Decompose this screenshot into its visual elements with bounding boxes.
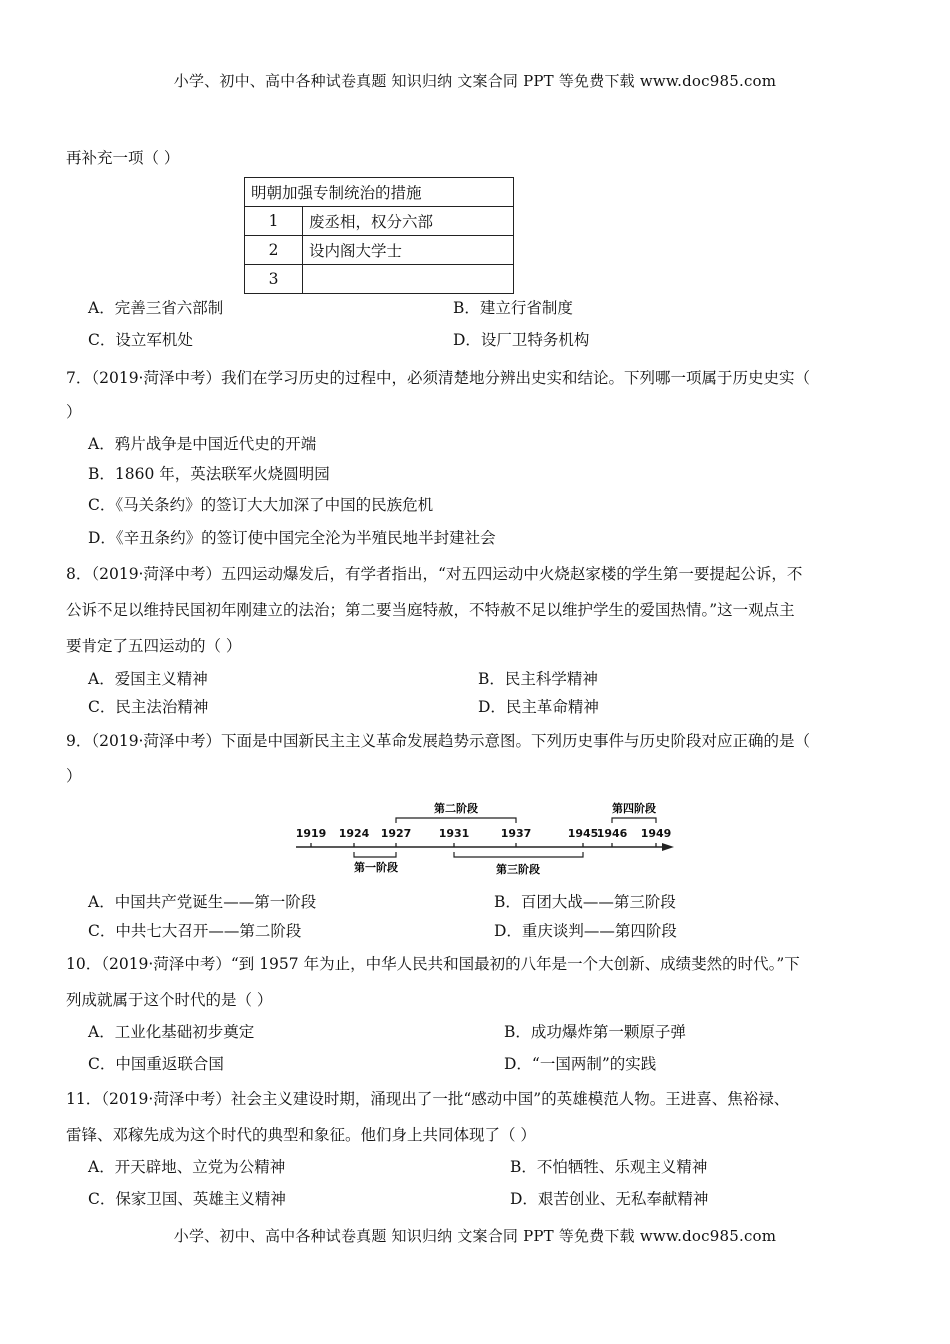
table-cell-num: 3 xyxy=(245,265,303,294)
q10-stem-line2: 列成就属于这个时代的是（ ） xyxy=(66,991,273,1009)
q7-option-a[interactable]: A．鸦片战争是中国近代史的开端 xyxy=(88,435,317,453)
stage3-label: 第三阶段 xyxy=(496,863,540,876)
year-label: 1945 xyxy=(567,827,599,840)
year-label: 1931 xyxy=(438,827,470,840)
stage1-bracket xyxy=(354,852,396,857)
table-cell-num: 1 xyxy=(245,207,303,236)
q11-stem-line2: 雷锋、邓稼先成为这个时代的典型和象征。他们身上共同体现了（ ） xyxy=(66,1126,536,1144)
q10-option-c[interactable]: C．中国重返联合国 xyxy=(88,1055,224,1073)
table-cell-num: 2 xyxy=(245,236,303,265)
table-cell-text: 废丞相，权分六部 xyxy=(303,207,514,236)
stage2-label: 第二阶段 xyxy=(434,802,478,815)
q10-option-d[interactable]: D．“一国两制”的实践 xyxy=(504,1055,657,1073)
stage2-bracket xyxy=(396,818,516,823)
q8-option-b[interactable]: B．民主科学精神 xyxy=(478,670,598,688)
page-header: 小学、初中、高中各种试卷真题 知识归纳 文案合同 PPT 等免费下载 www.doc985.com xyxy=(173,72,777,90)
timeline-arrow-icon xyxy=(662,843,674,851)
q10-option-b[interactable]: B．成功爆炸第一颗原子弹 xyxy=(504,1023,686,1041)
q6-option-d[interactable]: D．设厂卫特务机构 xyxy=(453,331,590,349)
q8-stem-line1: 8．（2019·菏泽中考）五四运动爆发后，有学者指出，“对五四运动中火烧赵家楼的学生第一要提起公诉，不 xyxy=(66,565,803,583)
table-row xyxy=(245,265,514,294)
q7-stem-line2: ） xyxy=(66,403,82,421)
q7-option-d[interactable]: D．《辛丑条约》的签订使中国完全沦为半殖民地半封建社会 xyxy=(88,529,496,547)
q8-option-a[interactable]: A．爱国主义精神 xyxy=(88,670,208,688)
stage4-bracket xyxy=(612,818,656,823)
stage4-label: 第四阶段 xyxy=(612,802,656,815)
table-cell-text xyxy=(303,265,514,294)
q11-option-c[interactable]: C．保家卫国、英雄主义精神 xyxy=(88,1190,286,1208)
table-cell-text: 设内阁大学士 xyxy=(303,236,514,265)
year-label: 1927 xyxy=(380,827,412,840)
q11-option-a[interactable]: A．开天辟地、立党为公精神 xyxy=(88,1158,286,1176)
stage1-label: 第一阶段 xyxy=(354,861,398,874)
q7-option-b[interactable]: B．1860 年，英法联军火烧圆明园 xyxy=(88,465,330,483)
stage3-bracket xyxy=(454,852,583,857)
q7-stem-line1: 7．（2019·菏泽中考）我们在学习历史的过程中，必须清楚地分辨出史实和结论。下列哪一项属于历史史实（ xyxy=(66,369,810,387)
q10-stem-line1: 10．（2019·菏泽中考）“到 1957 年为止，中华人民共和国最初的八年是一个大创新、成绩斐然的时代。”下 xyxy=(66,955,800,973)
year-label: 1946 xyxy=(596,827,628,840)
q6-stem: 再补充一项（ ） xyxy=(66,149,180,167)
q6-table-header: 明朝加强专制统治的措施 xyxy=(245,178,514,207)
year-label: 1949 xyxy=(640,827,672,840)
year-label: 1919 xyxy=(295,827,327,840)
q9-option-a[interactable]: A．中国共产党诞生——第一阶段 xyxy=(88,893,317,911)
q6-table xyxy=(244,177,514,294)
q6-option-b[interactable]: B．建立行省制度 xyxy=(453,299,573,317)
q8-option-d[interactable]: D．民主革命精神 xyxy=(478,698,599,716)
revolution-timeline-diagram xyxy=(294,800,679,882)
q9-option-c[interactable]: C．中共七大召开——第二阶段 xyxy=(88,922,302,940)
q11-option-b[interactable]: B．不怕牺牲、乐观主义精神 xyxy=(510,1158,708,1176)
q9-stem-line1: 9．（2019·菏泽中考）下面是中国新民主主义革命发展趋势示意图。下列历史事件与历史阶段对应正确的是（ xyxy=(66,732,810,750)
table-row xyxy=(245,207,514,236)
q9-stem-line2: ） xyxy=(66,767,82,785)
q11-stem-line1: 11．（2019·菏泽中考）社会主义建设时期，涌现出了一批“感动中国”的英雄模范人物。王进喜、焦裕禄、 xyxy=(66,1090,790,1108)
q8-option-c[interactable]: C．民主法治精神 xyxy=(88,698,209,716)
q6-option-c[interactable]: C．设立军机处 xyxy=(88,331,193,349)
year-label: 1937 xyxy=(500,827,532,840)
page-footer: 小学、初中、高中各种试卷真题 知识归纳 文案合同 PPT 等免费下载 www.doc985.com xyxy=(173,1227,777,1245)
q9-option-d[interactable]: D．重庆谈判——第四阶段 xyxy=(494,922,677,940)
q9-option-b[interactable]: B．百团大战——第三阶段 xyxy=(494,893,676,911)
q6-option-a[interactable]: A．完善三省六部制 xyxy=(88,299,224,317)
q8-stem-line2: 公诉不足以维持民国初年刚建立的法治；第二要当庭特赦，不特赦不足以维护学生的爱国热情。”这一观点主 xyxy=(66,601,795,619)
year-label: 1924 xyxy=(338,827,370,840)
q10-option-a[interactable]: A．工业化基础初步奠定 xyxy=(88,1023,255,1041)
table-row xyxy=(245,236,514,265)
q11-option-d[interactable]: D．艰苦创业、无私奉献精神 xyxy=(510,1190,709,1208)
q7-option-c[interactable]: C．《马关条约》的签订大大加深了中国的民族危机 xyxy=(88,496,434,514)
q8-stem-line3: 要肯定了五四运动的（ ） xyxy=(66,637,242,655)
